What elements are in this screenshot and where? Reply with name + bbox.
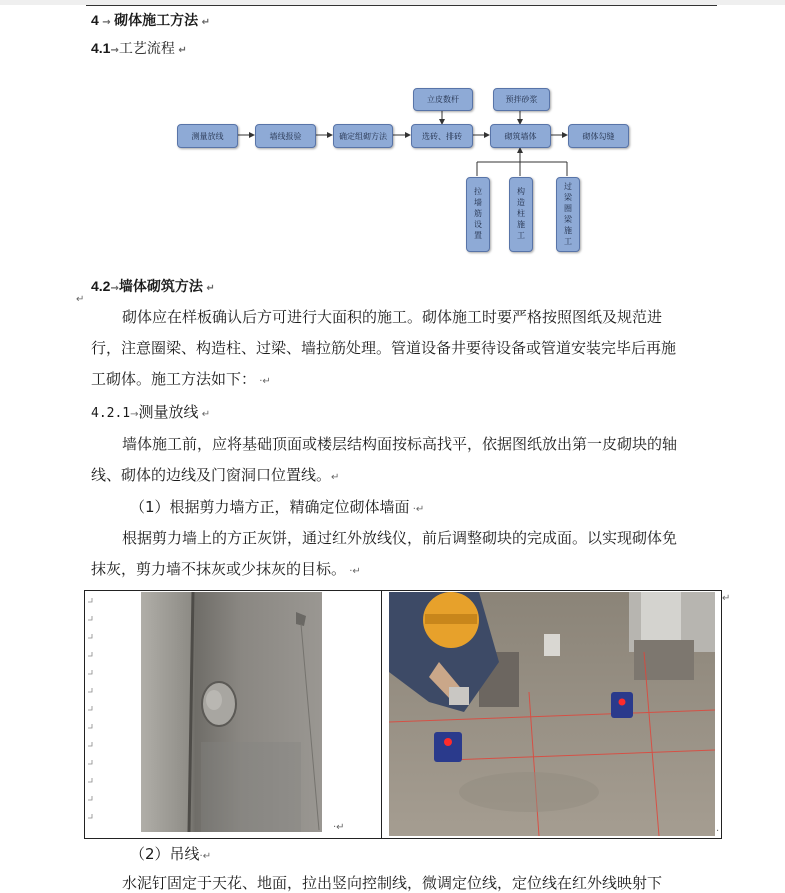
flow-sub-wall-ties	[466, 177, 490, 252]
photo-table-divider	[381, 590, 382, 839]
wall-photo-illustration	[141, 592, 322, 832]
flow-sub-lintel-ring-beam	[556, 177, 580, 252]
paragraph-mark: ·↵	[333, 822, 345, 833]
tab-mark: →	[98, 17, 115, 28]
paragraph-line: 根据剪力墙上的方正灰饼，通过红外放线仪，前后调整砌块的完成面。以实现砌体免	[122, 529, 678, 547]
paragraph-mark: ·↵	[346, 566, 361, 577]
flow-step-pointing: 砌体勾缝	[568, 124, 629, 148]
flow-step-brick-selection: 选砖、排砖	[411, 124, 473, 148]
paragraph-mark: ↵	[198, 409, 211, 420]
tab-mark: →	[130, 409, 139, 420]
paragraph-line	[91, 464, 339, 485]
flow-step-wall-building: 砌筑墙体	[490, 124, 551, 148]
paragraph-mark: ·↵	[409, 504, 425, 515]
paragraph-mark: ·↵	[256, 376, 271, 387]
section-title: 工艺流程	[118, 41, 175, 57]
paragraph-text: 线、砌体的边线及门窗洞口位置线。	[91, 466, 332, 484]
paragraph-line: 砌体应在样板确认后方可进行大面积的施工。砌体施工时要严格按照图纸及规范进	[122, 308, 663, 326]
flow-sub-constructional-column	[509, 177, 533, 252]
laser-photo-illustration	[389, 592, 715, 836]
paragraph-line: 行，注意圈梁、构造柱、过梁、墙拉筋处理。管道设备井要待设备或管道安装完毕后再施	[91, 339, 677, 357]
subsection-title: 测量放线	[138, 403, 199, 421]
section-heading-4-2	[91, 276, 215, 296]
paragraph-mark: ↵	[198, 17, 211, 28]
paragraph-mark: ↵	[76, 294, 85, 305]
flow-sub-label: 过梁圈梁施工	[563, 181, 573, 248]
flow-step-wall-line-inspection: 墙线报验	[255, 124, 316, 148]
paragraph-mark: ·	[716, 826, 720, 837]
paragraph-mark: ↵	[331, 472, 340, 483]
paragraph-line	[91, 558, 361, 579]
paragraph-mark: ↵	[722, 593, 731, 604]
flow-input-ready-mix-mortar: 预拌砂浆	[493, 88, 550, 111]
flow-step-masonry-method: 确定组砌方法	[333, 124, 393, 148]
section-number: 4	[91, 12, 99, 28]
section-title: 砌体施工方法	[114, 13, 199, 29]
flow-sub-label: 拉墙筋设置	[473, 187, 483, 242]
tab-mark: →	[110, 45, 119, 56]
section-title: 墙体砌筑方法	[118, 279, 203, 295]
paragraph-mark: ↵	[202, 283, 215, 294]
paragraph-text: 工砌体。施工方法如下：	[91, 370, 257, 388]
flow-step-survey: 测量放线	[177, 124, 238, 148]
list-item-2	[130, 843, 211, 864]
paragraph-marks-column	[86, 596, 96, 821]
process-flowchart	[0, 0, 785, 260]
flow-input-course-pole: 立皮数杆	[413, 88, 473, 111]
cell-paragraph-marks	[86, 596, 96, 821]
paragraph-mark: ↵	[174, 45, 187, 56]
paragraph-line: 水泥钉固定于天花、地面，拉出竖向控制线，微调定位线，定位线在红外线映射下	[122, 874, 663, 892]
flow-sub-label: 构造柱施工	[516, 187, 526, 242]
paragraph-mark: ·↵	[199, 851, 212, 862]
section-number: 4.2	[91, 278, 111, 294]
paragraph-line	[91, 368, 271, 389]
list-item-text: （1）根据剪力墙方正，精确定位砌体墙面	[130, 498, 410, 516]
subsection-number: 4.2.1	[91, 406, 131, 421]
tab-mark: →	[110, 283, 119, 294]
list-item-text: （2）吊线	[130, 845, 200, 863]
photo-shear-wall-plaster-pad	[141, 592, 322, 832]
paragraph-line: 墙体施工前，应将基础顶面或楼层结构面按标高找平，依据图纸放出第一皮砌块的轴	[122, 435, 678, 453]
subsection-heading-4-2-1	[91, 401, 210, 422]
photo-laser-positioning	[389, 592, 715, 836]
section-number: 4.1	[91, 40, 111, 56]
list-item-1	[130, 496, 424, 517]
paragraph-text: 抹灰，剪力墙不抹灰或少抹灰的目标。	[91, 560, 347, 578]
